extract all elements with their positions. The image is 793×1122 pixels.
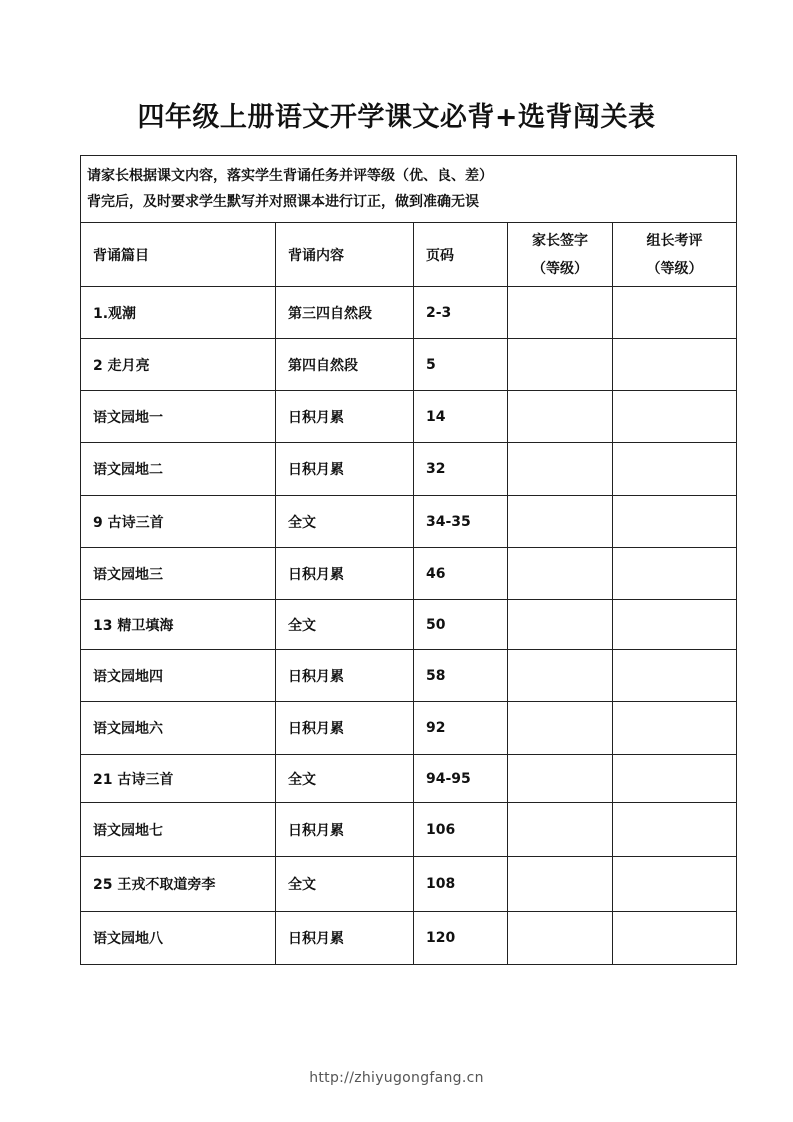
cell-leader-review[interactable] [613,803,737,857]
cell-content: 日积月累 [276,391,414,443]
notes-cell [81,156,737,223]
cell-content: 第三四自然段 [276,287,414,339]
cell-leader-review[interactable] [613,755,737,803]
cell-content: 日积月累 [276,443,414,496]
header-parent-line2: （等级） [532,260,588,277]
header-leader-line2: （等级） [646,260,703,277]
cell-page: 58 [414,650,508,702]
cell-item: 语文园地四 [81,650,276,702]
cell-item: 语文园地二 [81,443,276,496]
cell-content: 日积月累 [276,702,414,755]
header-page: 页码 [414,223,508,287]
table-row [81,857,737,912]
cell-parent-signature[interactable] [508,803,613,857]
cell-item: 13 精卫填海 [81,600,276,650]
cell-page: 32 [414,443,508,496]
header-content: 背诵内容 [276,223,414,287]
table-row [81,755,737,803]
notes-row [81,156,737,223]
page-title: 四年级上册语文开学课文必背+选背闯关表 [137,102,656,133]
cell-content: 全文 [276,600,414,650]
table-row [81,548,737,600]
table-row [81,339,737,391]
cell-parent-signature[interactable] [508,548,613,600]
cell-content: 全文 [276,496,414,548]
header-row [81,223,737,287]
cell-leader-review[interactable] [613,339,737,391]
cell-parent-signature[interactable] [508,600,613,650]
cell-parent-signature[interactable] [508,702,613,755]
cell-page: 94-95 [414,755,508,803]
cell-leader-review[interactable] [613,912,737,965]
table-row [81,287,737,339]
note-line-1: 请家长根据课文内容，落实学生背诵任务并评等级（优、良、差） [87,168,493,184]
cell-parent-signature[interactable] [508,650,613,702]
cell-page: 106 [414,803,508,857]
header-parent-signature [508,223,613,287]
table-row [81,600,737,650]
cell-item: 21 古诗三首 [81,755,276,803]
cell-parent-signature[interactable] [508,755,613,803]
cell-page: 34-35 [414,496,508,548]
table-row [81,496,737,548]
cell-content: 全文 [276,857,414,912]
cell-leader-review[interactable] [613,443,737,496]
cell-leader-review[interactable] [613,600,737,650]
cell-parent-signature[interactable] [508,339,613,391]
cell-leader-review[interactable] [613,287,737,339]
cell-item: 语文园地三 [81,548,276,600]
cell-leader-review[interactable] [613,650,737,702]
table-row [81,443,737,496]
cell-content: 日积月累 [276,803,414,857]
table-row [81,391,737,443]
header-parent-line1: 家长签字 [532,232,588,249]
table-row [81,912,737,965]
cell-leader-review[interactable] [613,702,737,755]
cell-leader-review[interactable] [613,496,737,548]
cell-item: 1.观潮 [81,287,276,339]
cell-content: 第四自然段 [276,339,414,391]
recitation-table [80,155,737,965]
cell-content: 日积月累 [276,650,414,702]
cell-page: 5 [414,339,508,391]
cell-parent-signature[interactable] [508,496,613,548]
cell-item: 2 走月亮 [81,339,276,391]
table-row [81,803,737,857]
cell-leader-review[interactable] [613,857,737,912]
cell-parent-signature[interactable] [508,912,613,965]
cell-content: 全文 [276,755,414,803]
cell-parent-signature[interactable] [508,443,613,496]
header-leader-line1: 组长考评 [646,232,703,249]
cell-parent-signature[interactable] [508,857,613,912]
footer-url: http://zhiyugongfang.cn [309,1070,484,1086]
cell-leader-review[interactable] [613,548,737,600]
cell-content: 日积月累 [276,912,414,965]
header-leader-review [613,223,737,287]
cell-page: 92 [414,702,508,755]
cell-item: 语文园地六 [81,702,276,755]
cell-item: 语文园地七 [81,803,276,857]
cell-page: 120 [414,912,508,965]
cell-item: 25 王戎不取道旁李 [81,857,276,912]
cell-item: 语文园地八 [81,912,276,965]
cell-page: 108 [414,857,508,912]
table-row [81,702,737,755]
cell-item: 9 古诗三首 [81,496,276,548]
table-row [81,650,737,702]
cell-leader-review[interactable] [613,391,737,443]
header-item: 背诵篇目 [81,223,276,287]
note-line-2: 背完后，及时要求学生默写并对照课本进行订正，做到准确无误 [87,194,479,210]
cell-page: 14 [414,391,508,443]
cell-content: 日积月累 [276,548,414,600]
cell-item: 语文园地一 [81,391,276,443]
cell-parent-signature[interactable] [508,391,613,443]
cell-page: 46 [414,548,508,600]
cell-parent-signature[interactable] [508,287,613,339]
cell-page: 2-3 [414,287,508,339]
cell-page: 50 [414,600,508,650]
